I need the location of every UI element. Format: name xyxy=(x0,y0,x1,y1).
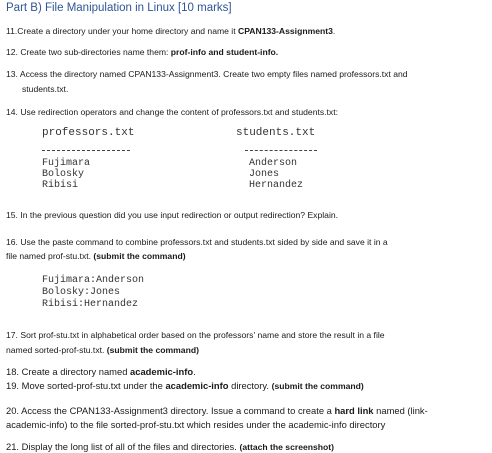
students-separator xyxy=(245,150,317,151)
student-name: Anderson xyxy=(249,158,298,169)
question-18 xyxy=(6,366,196,377)
question-18-text: 18. Create a directory named xyxy=(6,366,131,377)
question-15: 15. In the previous question did you use input redirection or output redirection? Explain. xyxy=(6,210,339,220)
professors-separator xyxy=(42,150,130,151)
question-19-dirname: academic-info xyxy=(165,380,229,391)
question-18-dirname: academic-info xyxy=(130,366,194,377)
question-12-dirnames: prof-info and student-info. xyxy=(170,47,279,57)
question-21 xyxy=(6,441,334,453)
question-21-text: 21. Display the long list of all of the files and directories. xyxy=(6,441,240,452)
question-19-mid: directory. xyxy=(228,380,272,391)
question-11-text: 11.Create a directory under your home directory and name it xyxy=(6,26,238,36)
question-20-hard-link: hard link xyxy=(334,405,374,416)
question-11-end: . xyxy=(332,26,336,36)
question-17-filename-text: named sorted-prof-stu.txt. xyxy=(6,345,107,355)
question-20-line-1 xyxy=(6,405,428,416)
question-11-dirname: CPAN133-Assignment3 xyxy=(238,26,333,36)
question-21-attach-note: (attach the screenshot) xyxy=(239,442,335,452)
question-16-filename-text: file named prof-stu.txt. xyxy=(6,251,94,261)
professor-name: Fujimara xyxy=(42,158,91,169)
question-12 xyxy=(6,47,278,58)
professor-name: Ribisi xyxy=(42,180,79,191)
question-19-submit-note: (submit the command) xyxy=(271,381,364,391)
question-12-text: 12. Create two sub-directories name them: xyxy=(6,47,171,57)
question-14: 14. Use redirection operators and change the content of professors.txt and students.txt: xyxy=(6,107,339,117)
question-16-line-1: 16. Use the paste command to combine professors.txt and students.txt sided by side and save it in a xyxy=(6,237,388,247)
section-title: Part B) File Manipulation in Linux [10 marks] xyxy=(6,2,232,14)
question-17-line-2 xyxy=(6,345,199,356)
question-18-end: . xyxy=(193,366,196,377)
question-13-line-2: students.txt. xyxy=(22,84,69,94)
student-name: Hernandez xyxy=(249,180,304,191)
question-20-text-c: named (link- xyxy=(373,405,428,416)
students-file-header: students.txt xyxy=(236,127,316,139)
professor-name: Bolosky xyxy=(42,169,85,180)
paste-output-line: Bolosky:Jones xyxy=(42,287,121,298)
student-name: Jones xyxy=(249,169,280,180)
question-20-line-2: academic-info) to the file sorted-prof-stu.txt which resides under the academic-info directory xyxy=(6,419,386,430)
question-16-line-2 xyxy=(6,251,186,262)
question-19 xyxy=(6,380,364,392)
question-11 xyxy=(6,26,335,37)
paste-output-line: Ribisi:Hernandez xyxy=(42,299,139,310)
question-13-line-1: 13. Access the directory named CPAN133-Assignment3. Create two empty files named professors.txt and xyxy=(6,69,408,79)
question-17-line-1: 17. Sort prof-stu.txt in alphabetical order based on the professors' name and store the result in a file xyxy=(6,330,385,340)
question-17-submit-note: (submit the command) xyxy=(106,345,199,355)
paste-output-line: Fujimara:Anderson xyxy=(42,275,145,286)
professors-file-header: professors.txt xyxy=(42,127,135,139)
question-20-text-a: 20. Access the CPAN133-Assignment3 directory. Issue a command to create a xyxy=(6,405,335,416)
question-16-submit-note: (submit the command) xyxy=(93,251,186,261)
question-19-text: 19. Move sorted-prof-stu.txt under the xyxy=(6,380,166,391)
